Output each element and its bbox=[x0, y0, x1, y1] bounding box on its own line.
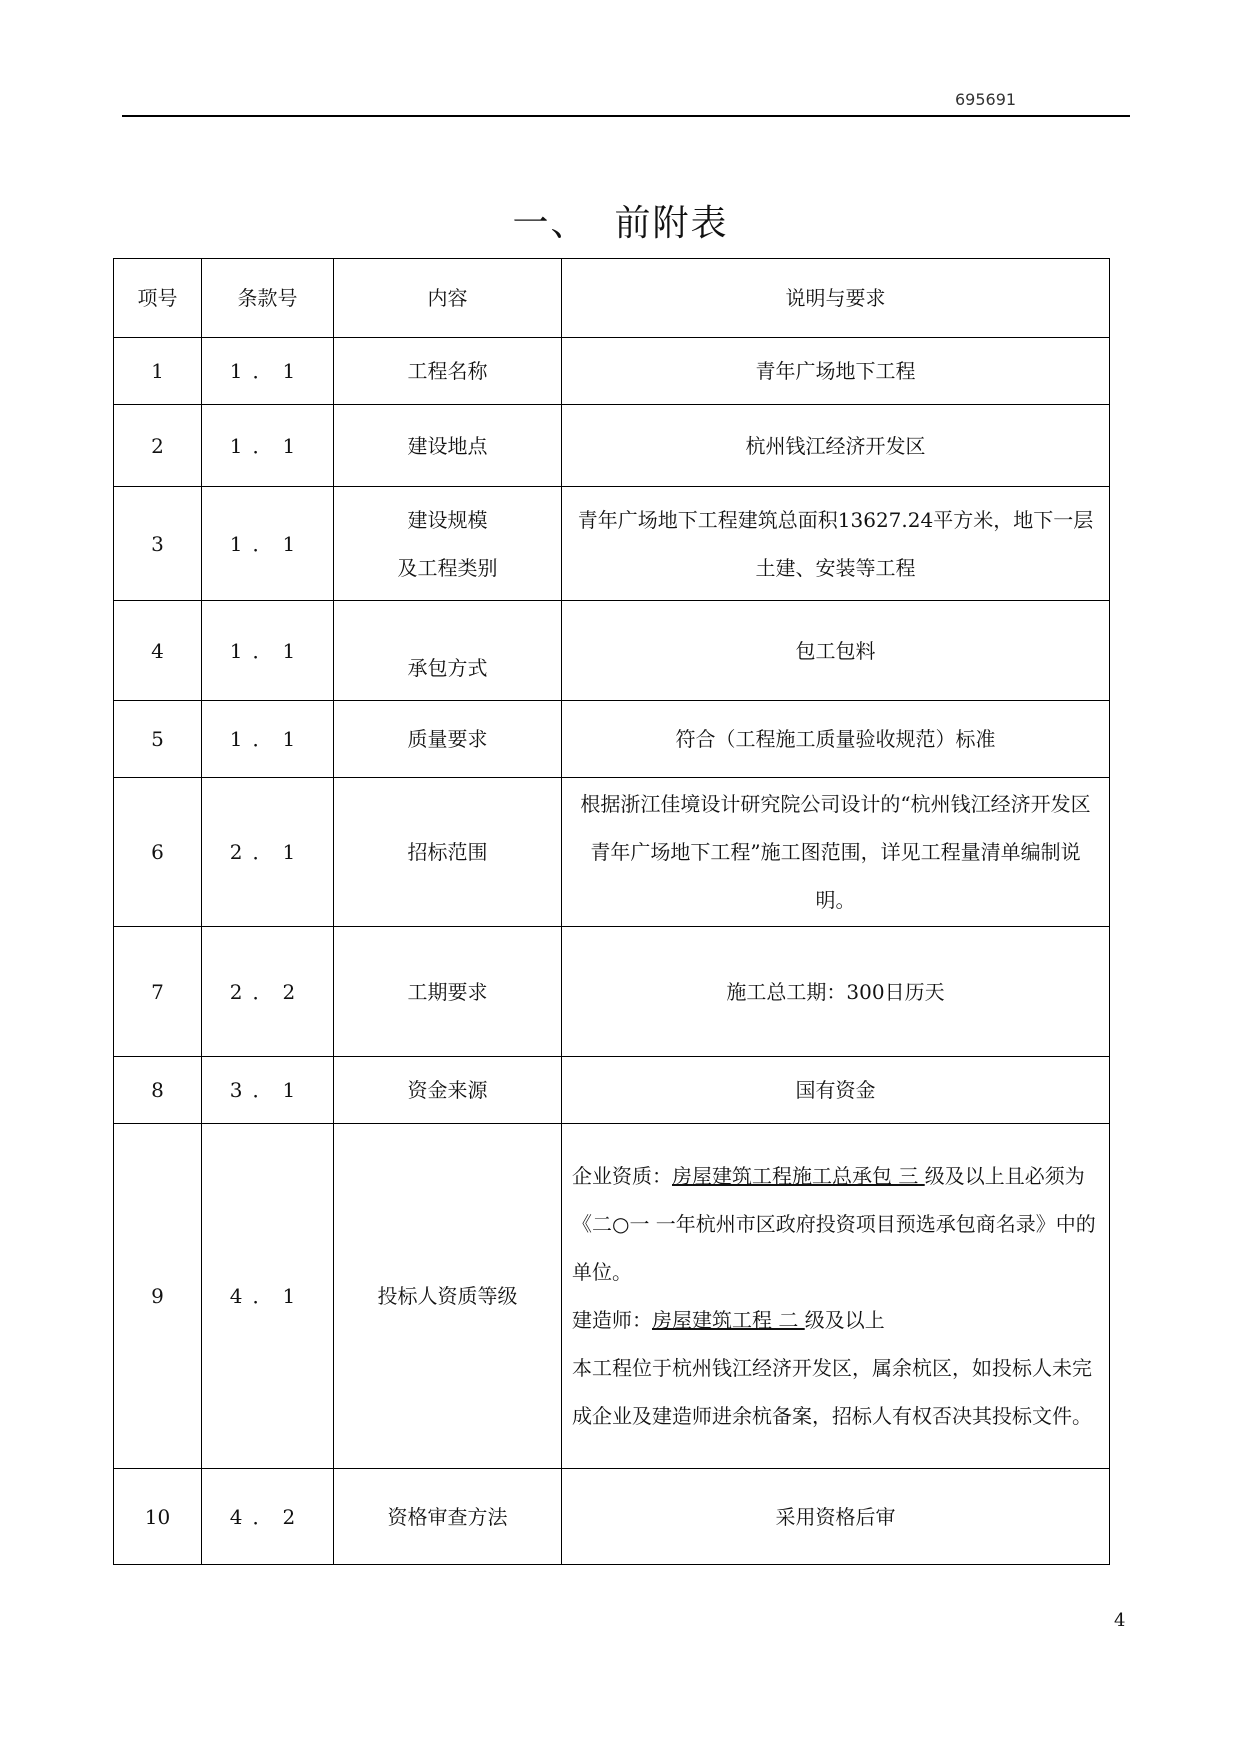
page-title bbox=[0, 195, 1241, 246]
row-clause: 2．2 bbox=[202, 927, 334, 1057]
table-row bbox=[114, 405, 1110, 487]
enterprise-qualification-value: 房屋建筑工程施工总承包 三 bbox=[672, 1164, 925, 1188]
page-number: 4 bbox=[1114, 1610, 1126, 1631]
annex-table bbox=[113, 258, 1110, 1565]
row-number: 2 bbox=[114, 405, 202, 487]
row-item-line: 及工程类别 bbox=[397, 555, 498, 580]
builder-qualification-suffix: 级及以上 bbox=[804, 1308, 885, 1332]
row-number: 1 bbox=[114, 338, 202, 405]
row-number: 10 bbox=[114, 1469, 202, 1565]
enterprise-qualification bbox=[572, 1152, 1099, 1296]
table-row bbox=[114, 487, 1110, 601]
row-item: 工程名称 bbox=[334, 338, 562, 405]
row-item bbox=[334, 487, 562, 601]
row-item: 资金来源 bbox=[334, 1057, 562, 1124]
row-description: 国有资金 bbox=[562, 1057, 1110, 1124]
row-clause: 1．1 bbox=[202, 601, 334, 701]
row-clause: 1．1 bbox=[202, 701, 334, 778]
row-description: 根据浙江佳境设计研究院公司设计的“杭州钱江经济开发区青年广场地下工程”施工图范围，详见工程量清单编制说明。 bbox=[562, 778, 1110, 927]
header-description: 说明与要求 bbox=[562, 259, 1110, 338]
row-item: 工期要求 bbox=[334, 927, 562, 1057]
row-description: 施工总工期：300日历天 bbox=[562, 927, 1110, 1057]
row-number: 4 bbox=[114, 601, 202, 701]
enterprise-qualification-suffix: 级及以上且必须为《二○一 一年杭州市区政府投资项目预选承包商名录》中的单位。 bbox=[572, 1164, 1096, 1284]
row-clause: 1．1 bbox=[202, 487, 334, 601]
table-row bbox=[114, 601, 1110, 701]
row-clause: 1．1 bbox=[202, 405, 334, 487]
row-item: 承包方式 bbox=[334, 601, 562, 701]
row-description: 青年广场地下工程建筑总面积13627.24平方米，地下一层土建、安装等工程 bbox=[562, 487, 1110, 601]
row-description: 符合（工程施工质量验收规范）标准 bbox=[562, 701, 1110, 778]
row-description: 青年广场地下工程 bbox=[562, 338, 1110, 405]
row-number: 6 bbox=[114, 778, 202, 927]
header-clause-no: 条款号 bbox=[202, 259, 334, 338]
header-item-no: 项号 bbox=[114, 259, 202, 338]
table-row bbox=[114, 778, 1110, 927]
row-item: 建设地点 bbox=[334, 405, 562, 487]
document-number: 695691 bbox=[955, 90, 1017, 109]
table-header-row bbox=[114, 259, 1110, 338]
table-row bbox=[114, 1057, 1110, 1124]
row-item: 资格审查方法 bbox=[334, 1469, 562, 1565]
row-item-line: 建设规模 bbox=[407, 507, 488, 532]
title-index: 一、 bbox=[512, 203, 589, 244]
qualification-description bbox=[562, 1124, 1110, 1469]
row-clause: 4．2 bbox=[202, 1469, 334, 1565]
row-clause: 1．1 bbox=[202, 338, 334, 405]
row-number: 7 bbox=[114, 927, 202, 1057]
builder-qualification-label: 建造师： bbox=[572, 1308, 652, 1332]
builder-qualification bbox=[572, 1296, 1099, 1344]
row-number: 9 bbox=[114, 1124, 202, 1469]
table-row bbox=[114, 1469, 1110, 1565]
row-description: 采用资格后审 bbox=[562, 1469, 1110, 1565]
title-text: 前附表 bbox=[614, 203, 729, 244]
row-item: 招标范围 bbox=[334, 778, 562, 927]
registration-note: 本工程位于杭州钱江经济开发区，属余杭区，如投标人未完成企业及建造师进余杭备案，招标人有权否决其投标文件。 bbox=[572, 1356, 1092, 1428]
table-row bbox=[114, 701, 1110, 778]
row-description: 杭州钱江经济开发区 bbox=[562, 405, 1110, 487]
row-description: 包工包料 bbox=[562, 601, 1110, 701]
row-clause: 2．1 bbox=[202, 778, 334, 927]
header-content: 内容 bbox=[334, 259, 562, 338]
header-rule bbox=[122, 115, 1130, 117]
row-number: 5 bbox=[114, 701, 202, 778]
table-row bbox=[114, 1124, 1110, 1469]
row-item: 投标人资质等级 bbox=[334, 1124, 562, 1469]
row-number: 8 bbox=[114, 1057, 202, 1124]
row-clause: 3．1 bbox=[202, 1057, 334, 1124]
table-row bbox=[114, 927, 1110, 1057]
row-item: 质量要求 bbox=[334, 701, 562, 778]
row-clause: 4．1 bbox=[202, 1124, 334, 1469]
table-row bbox=[114, 338, 1110, 405]
builder-qualification-value: 房屋建筑工程 二 bbox=[652, 1308, 805, 1332]
row-number: 3 bbox=[114, 487, 202, 601]
enterprise-qualification-label: 企业资质： bbox=[572, 1164, 672, 1188]
